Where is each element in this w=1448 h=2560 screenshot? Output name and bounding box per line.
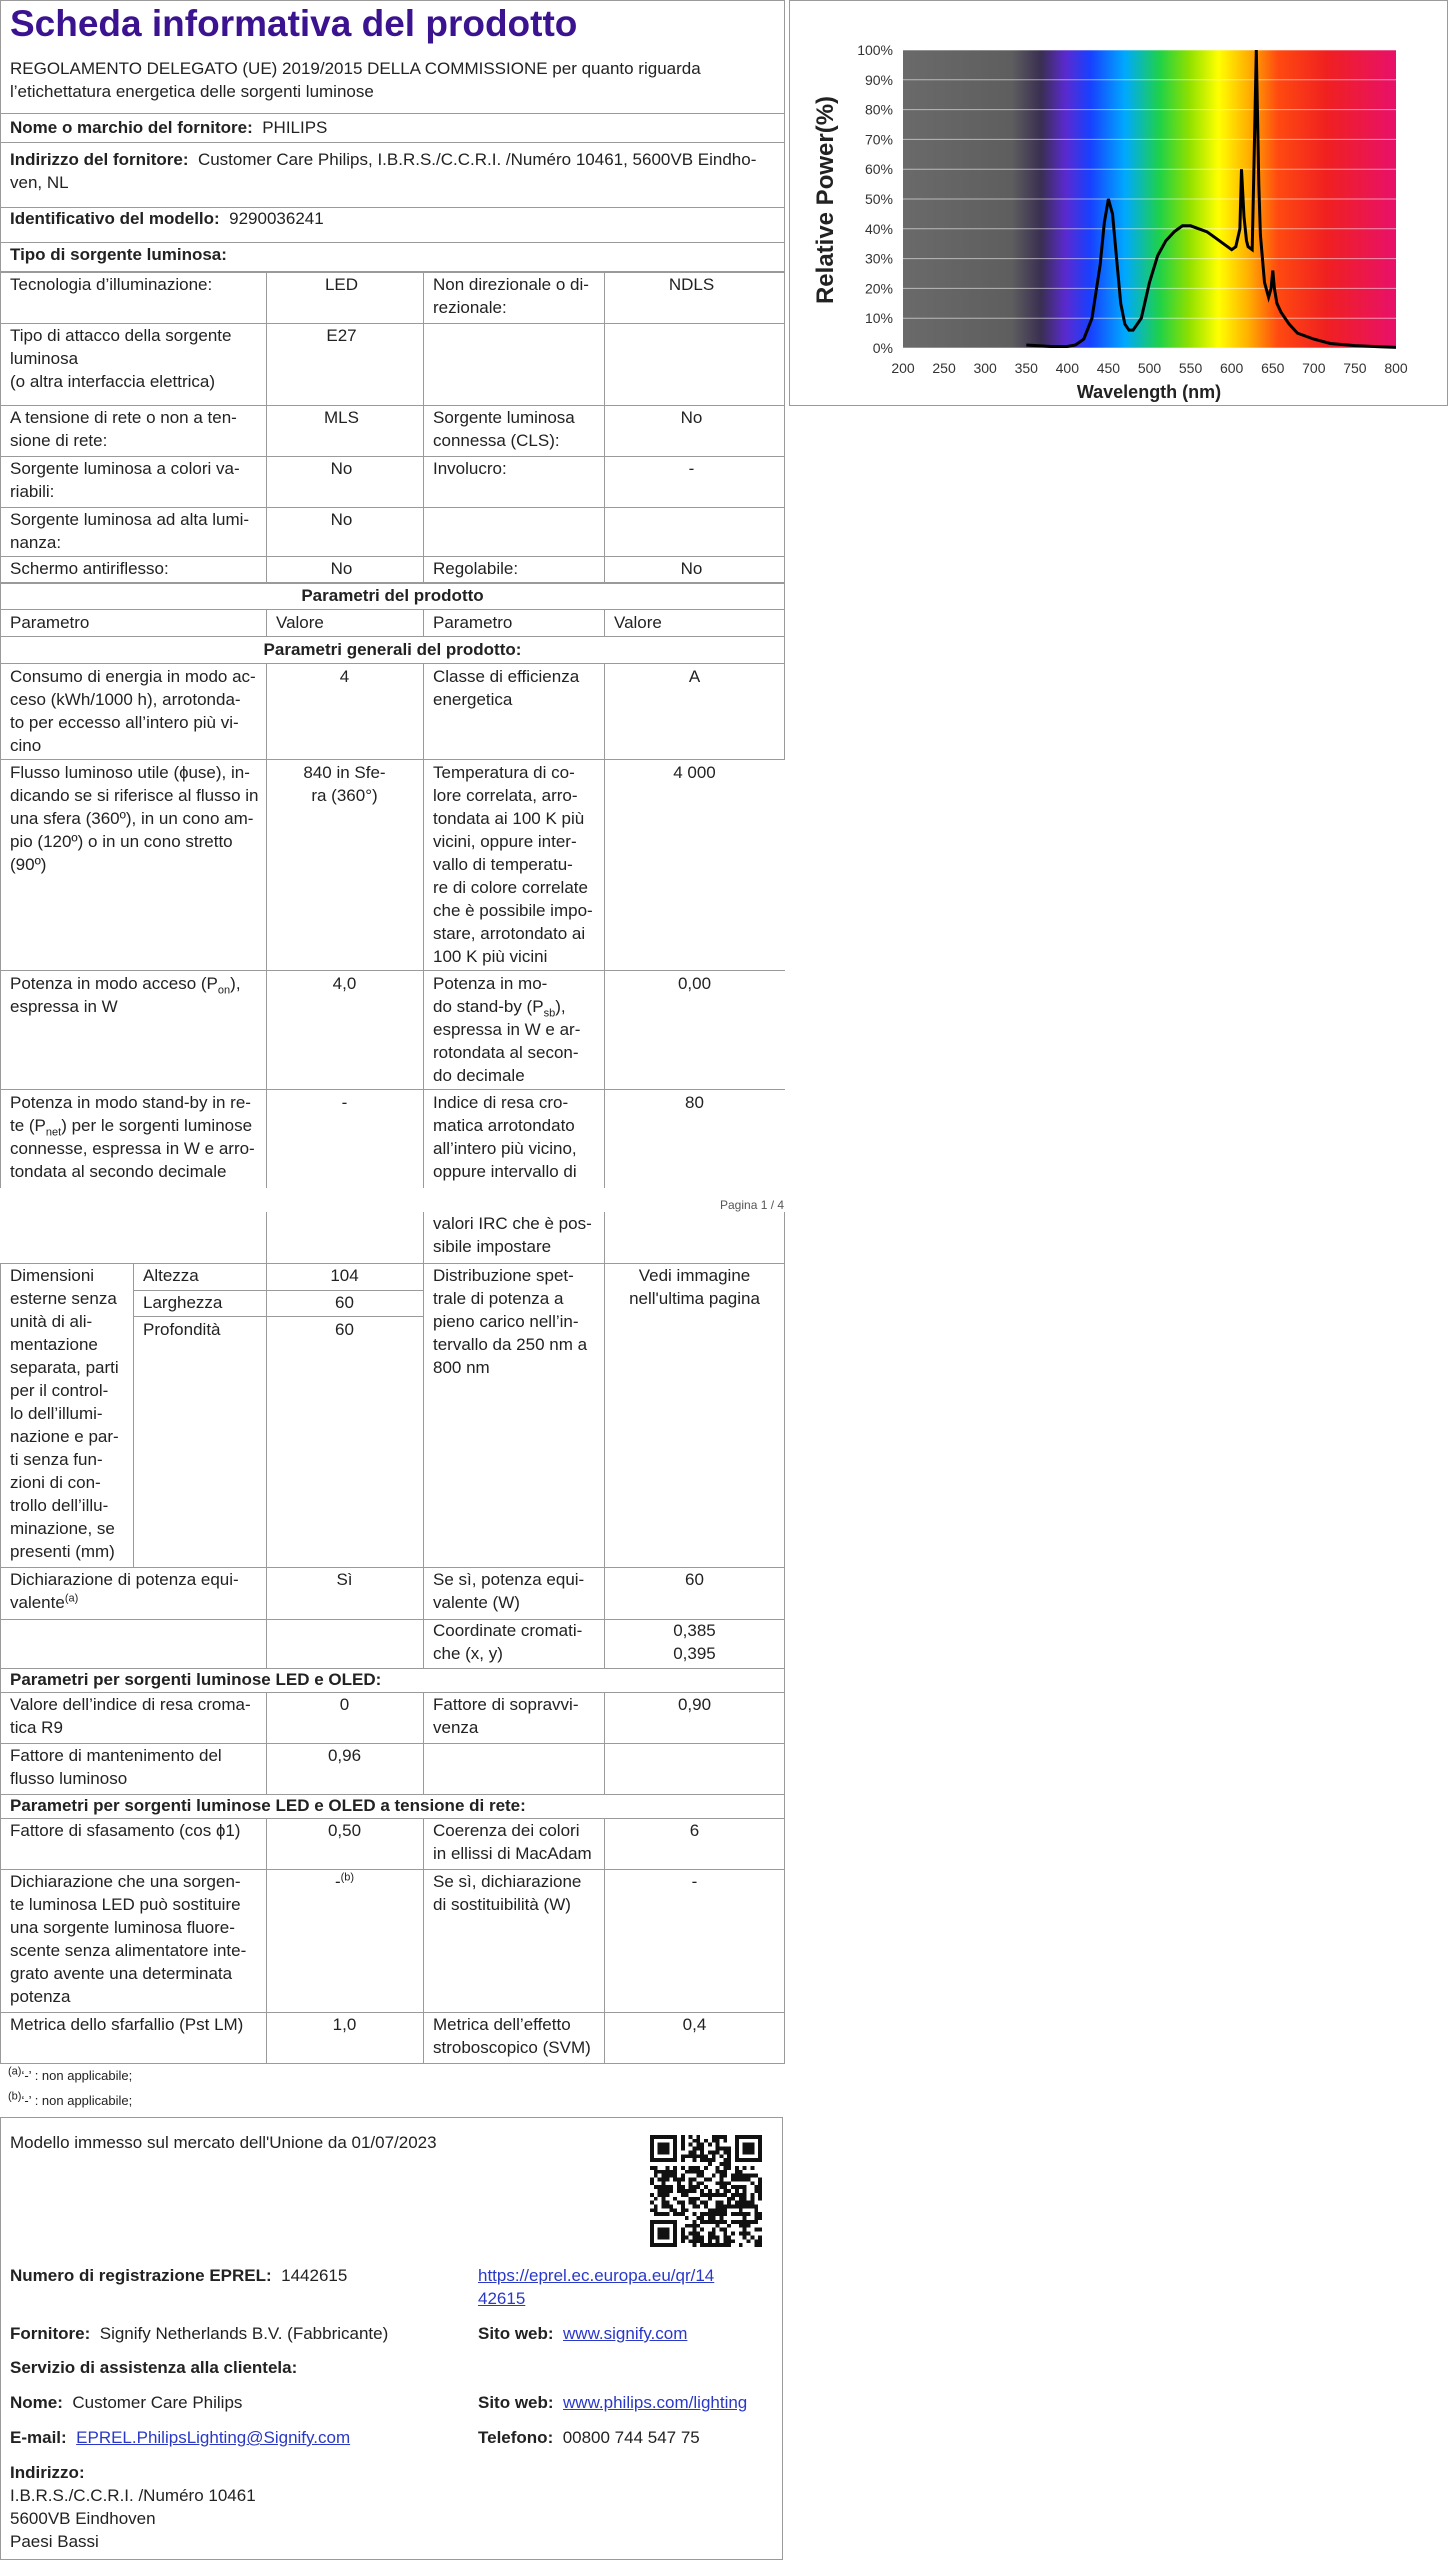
svm-label: Metrica dell’effetto stroboscopico (SVM)	[433, 2015, 591, 2057]
y-tick-label: 0%	[872, 340, 893, 356]
service-address-label: Indirizzo:	[10, 2463, 85, 2482]
width-value: 60	[335, 1293, 354, 1312]
website-2-link[interactable]: www.philips.com/lighting	[563, 2393, 748, 2412]
footnote-a: $^{(a)}$‘-’ : non applicabile;	[8, 2065, 133, 2083]
energy-value: 4	[339, 667, 350, 686]
cct-value: 4 000	[673, 763, 716, 782]
source-type-cell: E27	[326, 326, 357, 345]
col-value-1: Valore	[276, 613, 324, 632]
cct-label: Temperatura di co- lore correlata, arro- tondata ai 100 K più vicini, oppure inter- vallo di temperatu- re di colore correlate che è possibile impo- stare, arrotondato ai 100 K più vicini	[433, 763, 593, 966]
email-link[interactable]: EPREL.PhilipsLighting@Signify.com	[76, 2428, 351, 2447]
col-param-1: Parametro	[10, 613, 90, 632]
source-type-cell: No	[330, 459, 353, 478]
supplier-info-label: Fornitore:	[10, 2324, 91, 2343]
coords-label: Coordinate cromati- che (x, y)	[433, 1621, 583, 1663]
col-value-2: Valore	[614, 613, 662, 632]
footnote-b: $^{(b)}$‘-’ : non applicabile;	[8, 2090, 133, 2108]
source-type-cell: Non direzionale o di- rezionale:	[433, 275, 589, 317]
replace-label: Dichiarazione che una sorgen- te luminosa LED può sostituire una sorgente luminosa fluore- scente senza alimentatore inte- grato avente una determinata potenza	[10, 1872, 247, 2006]
spectrum-chart	[789, 0, 1448, 406]
eprel-label: Numero di registrazione EPREL:	[10, 2266, 272, 2285]
page-title: Scheda informativa del prodotto	[10, 3, 578, 44]
qr-code[interactable]	[650, 2135, 762, 2247]
phone-value: 00800 744 547 75	[562, 2428, 700, 2447]
source-type-cell: -	[688, 459, 695, 478]
source-type-cell: Regolabile:	[433, 559, 519, 578]
replace-claim-value: -	[691, 1872, 698, 1891]
y-axis-label: Relative Power(%)	[812, 95, 839, 305]
svm-value: 0,4	[682, 2015, 707, 2034]
equivalent-power-value: 60	[685, 1570, 704, 1589]
market-text: Modello immesso sul mercato dell'Unione da 01/07/2023	[10, 2133, 437, 2152]
led-heading: Parametri per sorgenti luminose LED e OLED:	[10, 1670, 382, 1689]
energy-label: Consumo di energia in modo ac- ceso (kWh/1000 h), arrotonda- to per eccesso all’intero più vi- cino	[10, 667, 256, 755]
pnet-label: Potenza in modo stand-by in re- te $(P_{net})$ per le sorgenti luminose connesse, espressa in W e arro- tondata al secondo decimale	[10, 1093, 255, 1181]
maintenance-value: 0,96	[327, 1746, 362, 1765]
service-heading: Servizio di assistenza alla clientela:	[10, 2358, 298, 2377]
cri-label: Indice di resa cro- matica arrotondato all’intero più vicino, oppure intervallo di	[433, 1093, 577, 1181]
eprel-number	[10, 2264, 347, 2287]
spd-value: Vedi immagine nell'ultima pagina	[629, 1266, 760, 1308]
source-type-cell: No	[680, 559, 703, 578]
source-type-cell: NDLS	[668, 275, 715, 294]
supplier-name-value: PHILIPS	[262, 118, 328, 137]
x-tick-label: 300	[973, 360, 997, 376]
source-type-heading: Tipo di sorgente luminosa:	[10, 245, 227, 264]
service-name-value: Customer Care Philips	[72, 2393, 243, 2412]
macadam-label: Coerenza dei colori in ellissi di MacAdam	[433, 1821, 592, 1863]
x-tick-label: 250	[932, 360, 956, 376]
website-2: Sito web: www.philips.com/lighting	[478, 2393, 748, 2412]
x-axis-label: Wavelength (nm)	[1076, 382, 1222, 402]
source-type-cell: LED	[324, 275, 359, 294]
source-type-cell: Tecnologia d’illuminazione:	[10, 275, 213, 294]
replace-claim-label: Se sì, dichiarazione di sostituibilità (W)	[433, 1872, 582, 1914]
flicker-value: 1,0	[332, 2015, 357, 2034]
height-label: Altezza	[143, 1266, 199, 1285]
service-email: E-mail: EPREL.PhilipsLighting@Signify.com	[10, 2428, 351, 2447]
eprel-value: 1442615	[281, 2266, 348, 2285]
model-value: 9290036241	[229, 209, 324, 228]
height-value: 104	[330, 1266, 359, 1285]
cri-label-cont: valori IRC che è pos- sibile impostare	[433, 1214, 592, 1256]
y-tick-label: 100%	[857, 42, 893, 58]
equivalent-claim-value: Sì	[336, 1570, 353, 1589]
service-address-value: I.B.R.S./C.C.R.I. /Numéro 10461 5600VB Eindhoven Paesi Bassi	[10, 2486, 256, 2551]
flicker-label: Metrica dello sfarfallio (Pst LM)	[10, 2015, 244, 2034]
spd-label: Distribuzione spet- trale di potenza a pieno carico nell’in- tervallo da 250 nm a 800 nm	[433, 1266, 588, 1377]
cri-value: 80	[685, 1093, 704, 1112]
y-tick-label: 90%	[864, 71, 893, 88]
depth-value: 60	[335, 1320, 354, 1339]
source-type-cell: No	[330, 559, 353, 578]
y-tick-label: 80%	[864, 101, 893, 118]
survival-value: 0,90	[677, 1695, 712, 1714]
pf-label: Fattore di sfasamento (cos ɸ1)	[10, 1821, 241, 1840]
col-param-2: Parametro	[433, 613, 513, 632]
y-tick-label: 10%	[864, 310, 893, 327]
supplier-name	[10, 116, 327, 139]
service-phone: Telefono: 00800 744 547 75	[478, 2428, 700, 2447]
regulation-text: REGOLAMENTO DELEGATO (UE) 2019/2015 DELLA COMMISSIONE per quanto riguarda l’etichettatura energetica delle sorgenti luminose	[10, 59, 701, 101]
source-type-cell: No	[680, 408, 703, 427]
psb-label: Potenza in mo- do stand-by $(P_{sb})$, espressa in W e ar- rotondata al secon- do decimale	[433, 974, 581, 1085]
equivalent-claim-label: Dichiarazione di potenza equi- valente$^{(a)}$	[10, 1570, 239, 1612]
x-tick-label: 700	[1302, 360, 1326, 376]
equivalent-power-label: Se sì, potenza equi- valente (W)	[433, 1570, 585, 1612]
x-tick-label: 750	[1343, 360, 1367, 376]
led-mains-heading: Parametri per sorgenti luminose LED e OLED a tensione di rete:	[10, 1796, 526, 1815]
supplier-info-value: Signify Netherlands B.V. (Fabbricante)	[99, 2324, 389, 2343]
flux-value: 840 in Sfe- ra (360°)	[303, 763, 386, 805]
general-heading: Parametri generali del prodotto:	[263, 640, 522, 659]
x-tick-label: 650	[1261, 360, 1285, 376]
supplier-name-label: Nome o marchio del fornitore:	[10, 118, 253, 137]
website-link[interactable]: www.signify.com	[563, 2324, 688, 2343]
website: Sito web: www.signify.com	[478, 2324, 688, 2343]
source-type-cell: Involucro:	[433, 459, 507, 478]
psb-value: 0,00	[677, 974, 712, 993]
maintenance-label: Fattore di mantenimento del flusso luminoso	[10, 1746, 222, 1788]
source-type-cell: Sorgente luminosa ad alta lumi- nanza:	[10, 510, 250, 552]
y-tick-label: 40%	[864, 220, 893, 237]
r9-label: Valore dell’indice di resa croma- tica R9	[10, 1695, 251, 1737]
y-tick-label: 30%	[864, 250, 893, 267]
coords-value: 0,385 0,395	[673, 1621, 716, 1663]
page-number: Pagina 1 / 4	[720, 1198, 785, 1212]
dimensions-label: Dimensioni esterne senza unità di ali- mentazione separata, parti per il control- lo dell’illumi- nazione e par- ti senza fun- zioni di con- trollo dell’illu- minazione, se presenti (mm)	[10, 1266, 119, 1561]
supplier-info	[10, 2322, 388, 2345]
source-type-cell: MLS	[324, 408, 359, 427]
survival-label: Fattore di sopravvi- venza	[433, 1695, 579, 1737]
source-type-cell: Sorgente luminosa connessa (CLS):	[433, 408, 575, 450]
y-tick-label: 20%	[864, 280, 893, 297]
x-tick-label: 450	[1096, 360, 1121, 376]
flux-label: Flusso luminoso utile (ɸuse), in- dicando se si riferisce al flusso in una sfera (360º), in un cono am- pio (120º) o in un cono stretto (90º)	[10, 763, 259, 874]
source-type-cell: A tensione di rete o non a ten- sione di rete:	[10, 408, 237, 450]
pon-label: Potenza in modo acceso $(P_{on})$, espressa in W	[10, 974, 241, 1016]
service-name: Nome: Customer Care Philips	[10, 2393, 243, 2412]
model-identifier	[10, 207, 324, 230]
x-tick-label: 550	[1178, 360, 1203, 376]
x-tick-label: 500	[1137, 360, 1162, 376]
supplier-address-value: Customer Care Philips, I.B.R.S./C.C.R.I. /Numéro 10461, 5600VB Eindho- ven, NL	[10, 150, 757, 192]
pon-value: 4,0	[332, 974, 357, 993]
source-type-cell: No	[330, 510, 353, 529]
r9-value: 0	[339, 1695, 350, 1714]
eprel-link[interactable]: https://eprel.ec.europa.eu/qr/14 42615	[478, 2266, 715, 2308]
macadam-value: 6	[689, 1821, 700, 1840]
x-tick-label: 350	[1014, 360, 1038, 376]
x-tick-label: 600	[1219, 360, 1244, 376]
params-colheads-row	[0, 609, 785, 637]
x-tick-label: 400	[1055, 360, 1080, 376]
source-type-cell: Schermo antiriflesso:	[10, 559, 169, 578]
class-value: A	[688, 667, 701, 686]
source-type-cell: Tipo di attacco della sorgente luminosa (o altra interfaccia elettrica)	[10, 326, 232, 391]
pnet-value: -	[341, 1093, 348, 1112]
x-tick-label: 200	[891, 360, 915, 376]
y-tick-label: 50%	[864, 191, 893, 207]
supplier-address-label: Indirizzo del fornitore:	[10, 150, 189, 169]
depth-label: Profondità	[143, 1320, 221, 1339]
y-tick-label: 60%	[864, 161, 893, 178]
x-tick-label: 800	[1384, 360, 1408, 376]
model-label: Identificativo del modello:	[10, 209, 220, 228]
params-heading: Parametri del prodotto	[301, 586, 484, 605]
class-label: Classe di efficienza energetica	[433, 667, 580, 709]
y-tick-label: 70%	[864, 131, 893, 148]
source-type-cell: Sorgente luminosa a colori va- riabili:	[10, 459, 240, 501]
pf-value: 0,50	[327, 1821, 362, 1840]
width-label: Larghezza	[143, 1293, 223, 1312]
replace-value: -$^{(b)}$	[334, 1871, 355, 1891]
